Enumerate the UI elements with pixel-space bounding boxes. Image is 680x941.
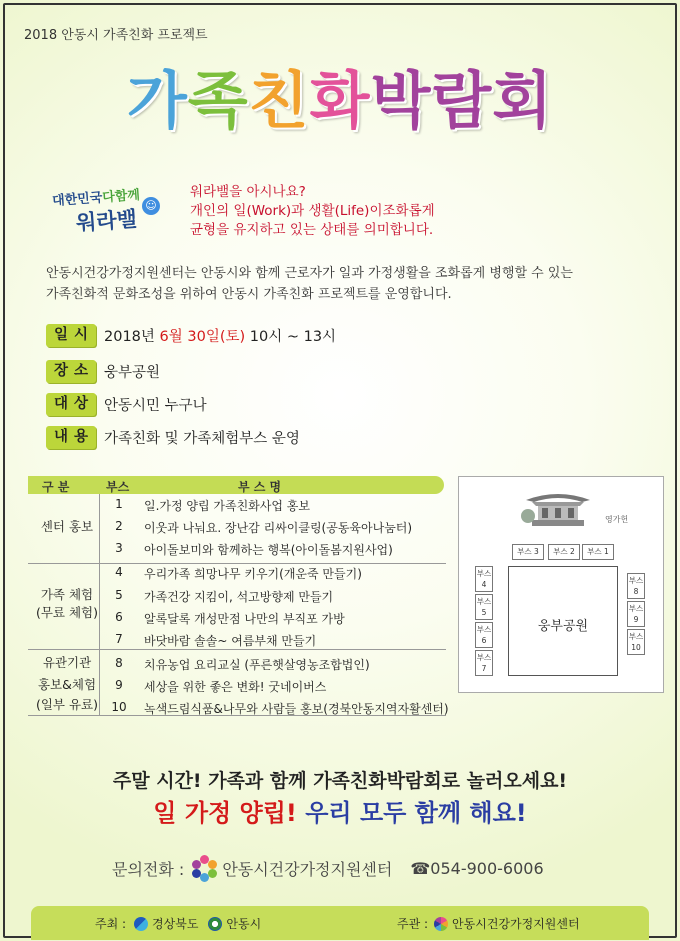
slogan-blue: 우리 모두 함께 해요! — [296, 799, 527, 827]
booth-marker — [512, 544, 544, 560]
booth-name: 세상을 위한 좋은 변화! 굿네이버스 — [144, 680, 327, 694]
booth-number: 5 — [115, 588, 123, 602]
gyeongbuk-logo-icon — [134, 917, 148, 931]
info-target — [46, 393, 207, 416]
booth-word: 부스 — [476, 569, 492, 578]
place-text: 웅부공원 — [104, 365, 161, 381]
booth-name: 녹색드림식품&나무와 사람들 홍보(경북안동지역자활센터) — [144, 702, 449, 716]
date-label: 일시 — [46, 324, 96, 347]
title-char: 친 — [248, 64, 310, 137]
organizer: 안동시건강가정지원센터 — [452, 917, 580, 931]
booth-word: 부스 — [476, 625, 492, 634]
group-label: 유관기관 — [42, 655, 92, 670]
booth-num: 8 — [633, 587, 639, 596]
booth-num: 7 — [481, 664, 487, 673]
booth-number: 2 — [115, 519, 123, 533]
info-date — [46, 324, 336, 347]
pavilion-icon — [520, 486, 596, 528]
host2: 안동시 — [226, 917, 262, 931]
poster-title — [0, 62, 680, 140]
host-label: 주최 : — [95, 917, 127, 931]
booth-num: 9 — [633, 615, 639, 624]
center-flower-icon — [192, 855, 218, 881]
booth-number: 4 — [115, 565, 123, 579]
booth-word: 부스 — [628, 576, 644, 585]
booth-name: 바닷바람 솔솔~ 여름부채 만들기 — [144, 634, 317, 648]
contact-info — [112, 855, 544, 881]
intro-line: 안동시건강가정지원센터는 안동시와 함께 근로자가 일과 가정생활을 조화롭게 병행할 수 있는 — [46, 266, 573, 281]
title-char: 람 — [431, 64, 493, 137]
group-sub: (일부 유료) — [35, 697, 99, 712]
booth-name: 가족건강 지킴이, 석고방향제 만들기 — [144, 590, 334, 604]
wlb-line: 워라밸을 아시나요? — [190, 184, 306, 200]
header-group: 구 분 — [42, 480, 70, 494]
title-char: 족 — [187, 64, 249, 137]
contact-label: 문의전화 : — [112, 859, 185, 879]
booth-marker — [582, 544, 614, 560]
booth-marker — [475, 622, 493, 648]
target-label: 대상 — [46, 393, 96, 416]
booth-word: 부스 — [628, 604, 644, 613]
booth-word: 부스 — [628, 632, 644, 641]
content-text: 가족친화 및 가족체험부스 운영 — [104, 431, 300, 447]
slogan-line2 — [0, 793, 680, 828]
title-char: 가 — [126, 64, 188, 137]
andong-logo-icon — [208, 917, 222, 931]
group-label: 홍보&체험 — [37, 677, 97, 692]
slogan-red: 일 가정 양립! — [153, 799, 297, 827]
contact-org: 안동시건강가정지원센터 — [222, 859, 393, 879]
building-label: 영가헌 — [605, 515, 629, 524]
smile-icon: ☺ — [142, 197, 160, 215]
footer-bar — [31, 906, 649, 940]
booth-name: 우리가족 희망나무 키우기(개운죽 만들기) — [144, 567, 362, 581]
worabal-logo — [46, 183, 162, 239]
booth-label: 부스 3 — [517, 547, 539, 556]
title-char: 화 — [309, 64, 371, 137]
booth-name: 알록달록 개성만점 나만의 부직포 가방 — [144, 612, 345, 626]
booth-num: 6 — [481, 636, 487, 645]
booth-name: 아이돌보미와 함께하는 행복(아이돌봄지원사업) — [144, 543, 393, 557]
logo-line1a: 대한민국 — [51, 190, 103, 210]
table-divider — [99, 494, 100, 716]
organizer-label: 주관 : — [397, 917, 429, 931]
booth-marker — [627, 629, 645, 655]
booth-num: 5 — [481, 608, 487, 617]
content-label: 내용 — [46, 426, 96, 449]
booth-marker — [627, 573, 645, 599]
center-flower-icon — [434, 917, 448, 931]
booth-marker — [475, 566, 493, 592]
booth-marker — [627, 601, 645, 627]
booth-name: 이웃과 나눠요. 장난감 리싸이클링(공동육아나눔터) — [144, 521, 413, 535]
slogan-line1: 주말 시간! 가족과 함께 가족친화박람회로 놀러오세요! — [112, 770, 568, 792]
park-area — [508, 566, 618, 676]
wlb-line: 개인의 일(Work)과 생활(Life)이조화롭게 — [190, 203, 435, 219]
booth-label: 부스 2 — [553, 547, 575, 556]
header-name: 부 스 명 — [238, 480, 282, 494]
booth-num: 10 — [631, 643, 641, 652]
booth-word: 부스 — [476, 653, 492, 662]
park-label: 웅부공원 — [537, 619, 589, 634]
target-text: 안동시민 누구나 — [104, 398, 207, 414]
group-sub: (무료 체험) — [35, 605, 99, 620]
date-text-a: 2018년 — [104, 329, 160, 345]
booth-marker — [548, 544, 580, 560]
booth-number: 1 — [115, 497, 123, 511]
info-content — [46, 426, 300, 449]
header-no: 부스 — [106, 480, 130, 494]
intro-line: 가족친화적 문화조성을 위하여 안동시 가족친화 프로젝트를 운영합니다. — [46, 287, 452, 302]
wlb-description — [190, 183, 435, 240]
booth-number: 10 — [111, 700, 127, 714]
logo-line1b: 다함께 — [101, 187, 141, 206]
booth-name: 일.가정 양립 가족친화사업 홍보 — [144, 499, 310, 513]
booth-name: 치유농업 요리교실 (푸른햇살영농조합법인) — [144, 658, 370, 672]
booth-number: 8 — [115, 656, 123, 670]
host1: 경상북도 — [152, 917, 199, 931]
booth-marker — [475, 594, 493, 620]
logo-line2: 워라밸 — [75, 206, 138, 236]
booth-label: 부스 1 — [587, 547, 609, 556]
group-label: 가족 체험 — [40, 587, 94, 602]
booth-number: 9 — [115, 678, 123, 692]
info-place — [46, 360, 160, 383]
date-text-red: 6월 30일(토) — [159, 329, 246, 345]
title-char: 회 — [492, 64, 554, 137]
project-subtitle: 2018 안동시 가족친화 프로젝트 — [24, 28, 208, 43]
place-label: 장소 — [46, 360, 96, 383]
booth-number: 6 — [115, 610, 123, 624]
wlb-line: 균형을 유지하고 있는 상태를 의미합니다. — [190, 222, 434, 238]
title-char: 박 — [370, 64, 432, 137]
booth-number: 7 — [115, 632, 123, 646]
booth-num: 4 — [481, 580, 487, 589]
date-text-b: 10시 ~ 13시 — [245, 329, 337, 345]
group-label: 센터 홍보 — [40, 519, 94, 534]
booth-marker — [475, 650, 493, 676]
intro-text — [46, 263, 573, 305]
table-header — [28, 476, 444, 494]
booth-word: 부스 — [476, 597, 492, 606]
booth-number: 3 — [115, 541, 123, 555]
contact-phone[interactable]: ☎054-900-6006 — [410, 858, 544, 878]
